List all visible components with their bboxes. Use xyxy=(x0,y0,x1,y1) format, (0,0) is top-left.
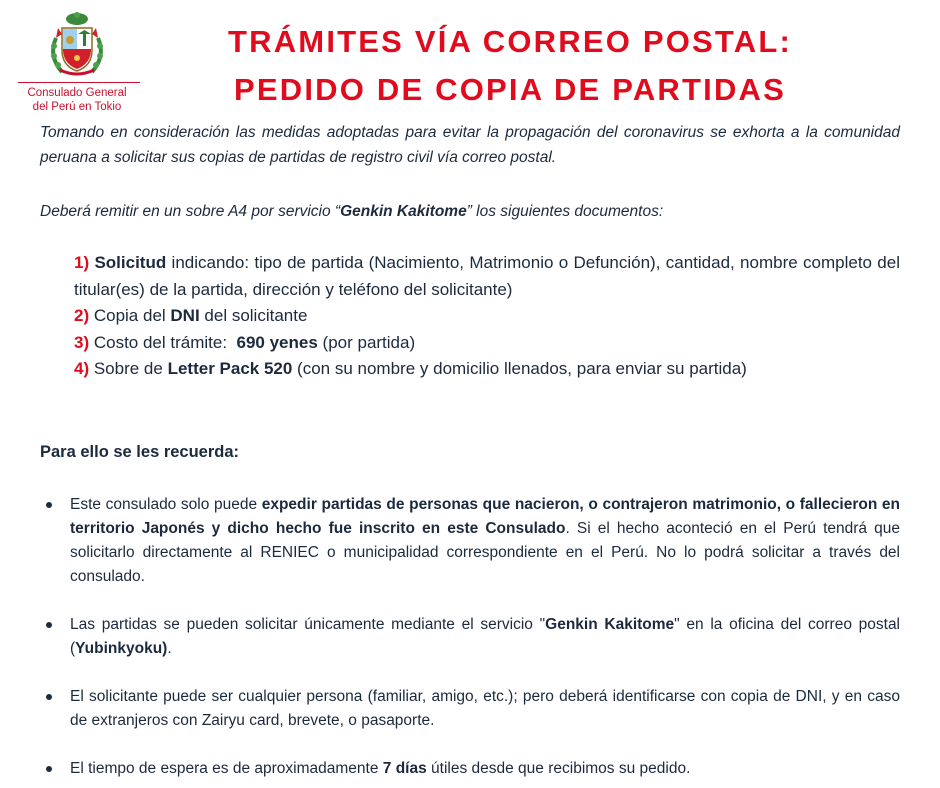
consulate-logo xyxy=(14,8,140,118)
requirement-number: 2) xyxy=(74,306,90,326)
bullet-dot-icon xyxy=(46,622,52,628)
requirement-item xyxy=(74,356,900,383)
reminder-bullet xyxy=(70,613,900,661)
bullet-dot-icon xyxy=(46,502,52,508)
requirement-item xyxy=(74,303,900,330)
requirement-text: (con su nombre y domicilio llenados, para enviar su partida) xyxy=(292,359,747,379)
requirement-number: 4) xyxy=(74,359,90,379)
bullet-text-bold: 7 días xyxy=(382,760,427,777)
requirement-text: (por partida) xyxy=(317,332,416,352)
requirement-pre: Costo del trámite: xyxy=(89,332,237,352)
bullet-text-post: . xyxy=(167,640,172,657)
requirement-item xyxy=(74,330,900,357)
instruction-paragraph xyxy=(40,199,900,224)
logo-divider xyxy=(18,82,140,83)
bullet-text: El solicitante puede ser cualquier persona (familiar, amigo, etc.); pero deberá identificarse con copia de DNI, y en caso de extranjeros con Zairyu card, brevete, o pasaporte. xyxy=(70,688,900,729)
reminder-bullet xyxy=(70,757,900,781)
requirement-bold: Letter Pack 520 xyxy=(167,359,293,379)
requirements-list xyxy=(74,250,900,383)
bullet-text-pre: El tiempo de espera es de aproximadamente xyxy=(70,760,383,777)
requirement-number: 3) xyxy=(74,332,90,352)
reminder-bullet xyxy=(70,685,900,733)
requirement-pre: Copia del xyxy=(89,306,171,326)
peru-coat-of-arms-icon xyxy=(42,8,112,78)
page-title-line1: TRÁMITES VÍA CORREO POSTAL: xyxy=(227,24,792,59)
bullet-text-pre: Las partidas se pueden solicitar únicamente mediante el servicio " xyxy=(70,616,546,633)
requirement-number: 1) xyxy=(74,253,90,272)
bullet-dot-icon xyxy=(46,766,52,772)
bullet-dot-icon xyxy=(46,694,52,700)
reminder-heading: Para ello se les recuerda: xyxy=(40,443,240,461)
bullet-text-post: útiles desde que recibimos su pedido. xyxy=(426,760,691,777)
page-title-line2: PEDIDO DE COPIA DE PARTIDAS xyxy=(233,72,786,107)
requirement-text: del solicitante xyxy=(199,306,308,326)
requirement-bold: 690 yenes xyxy=(236,332,318,352)
requirement-item xyxy=(74,250,900,303)
requirement-pre: Sobre de xyxy=(89,359,168,379)
requirement-bold: Solicitud xyxy=(94,253,167,272)
consulate-name xyxy=(14,86,140,114)
bullet-text-bold: expedir partidas de personas que nacieron, o contrajeron matrimonio, o fallecieron en territorio Japonés y dicho hecho fue inscrito en este Consulado xyxy=(70,496,900,537)
requirement-text: indicando: tipo de partida (Nacimiento, Matrimonio o Defunción), cantidad, nombre completo del titular(es) de la partida, dirección y teléfono del solicitante) xyxy=(74,253,900,299)
instruction-text-a: Deberá remitir en un sobre A4 por servicio “ xyxy=(40,203,341,220)
bullet-text-pre: Este consulado solo puede xyxy=(70,496,262,513)
reminder-bullet xyxy=(70,493,900,589)
instruction-service-name: Genkin Kakitome xyxy=(340,203,467,220)
consulate-name-line2: del Perú en Tokio xyxy=(32,101,122,113)
bullet-text-bold: Genkin Kakitome xyxy=(545,616,675,633)
bullet-text-post: . Si el hecho aconteció en el Perú tendrá que solicitarlo directamente al RENIEC o municipalidad correspondiente en el Perú. No lo podrá solicitar a través del consulado. xyxy=(70,520,900,585)
requirement-bold: DNI xyxy=(170,306,200,326)
intro-paragraph: Tomando en consideración las medidas adoptadas para evitar la propagación del coronavirus se exhorta a la comunidad peruana a solicitar sus copias de partidas de registro civil vía correo postal. xyxy=(40,124,900,166)
consulate-name-line1: Consulado General xyxy=(27,87,127,99)
bullet-text-bold2: Yubinkyoku) xyxy=(75,640,168,657)
instruction-text-b: ” los siguientes documentos: xyxy=(466,203,664,220)
bullet-text-mid: " en la oficina del correo postal ( xyxy=(70,616,901,657)
